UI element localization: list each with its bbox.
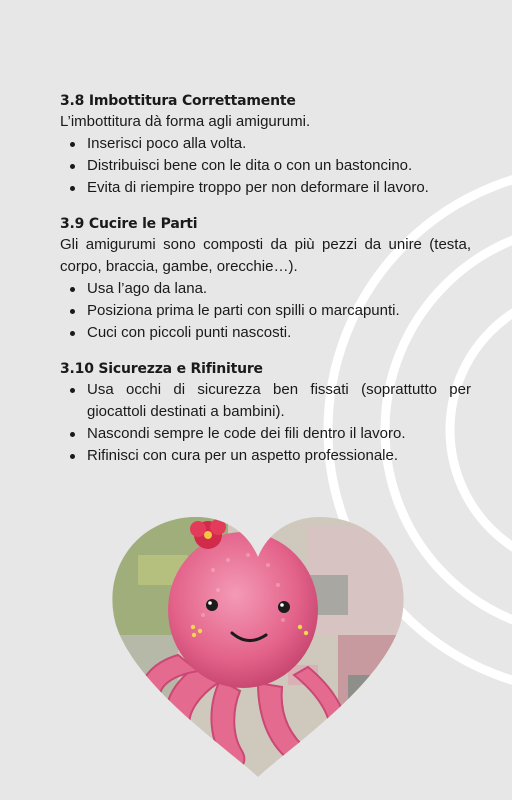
list-item-text: Inserisci poco alla volta.	[87, 135, 247, 152]
heart-photo	[108, 515, 408, 783]
list-item	[87, 300, 471, 322]
content	[60, 93, 471, 484]
list-item	[87, 155, 471, 177]
list-item	[87, 133, 471, 155]
section-intro: Gli amigurumi sono composti da più pezzi da unire (testa, corpo, braccia, gambe, orecchie…).	[60, 236, 471, 275]
list-item-text: Posiziona prima le parti con spilli o marcapunti.	[87, 302, 400, 319]
bullet-list	[60, 133, 471, 199]
bullet-icon	[70, 432, 75, 437]
section-heading: 3.10 Sicurezza e Rifiniture	[60, 361, 263, 377]
list-item	[87, 278, 471, 300]
list-item-text: Usa occhi di sicurezza ben fissati (soprattutto per giocattoli destinati a bambini).	[87, 381, 471, 420]
list-item-text: Usa l’ago da lana.	[87, 280, 208, 297]
list-item-text: Cuci con piccoli punti nascosti.	[87, 324, 292, 341]
list-item	[87, 445, 471, 467]
bullet-icon	[70, 331, 75, 336]
section-stuffing	[60, 93, 471, 199]
bullet-icon	[70, 454, 75, 459]
bullet-icon	[70, 186, 75, 191]
bullet-icon	[70, 164, 75, 169]
bullet-icon	[70, 287, 75, 292]
list-item	[87, 423, 471, 445]
list-item-text: Rifinisci con cura per un aspetto professionale.	[87, 447, 399, 464]
list-item	[87, 322, 471, 344]
section-safety	[60, 361, 471, 467]
section-heading: 3.9 Cucire le Parti	[60, 216, 198, 232]
section-heading: 3.8 Imbottitura Correttamente	[60, 93, 296, 109]
section-sewing	[60, 216, 471, 344]
list-item-text: Evita di riempire troppo per non deformare il lavoro.	[87, 179, 429, 196]
list-item	[87, 379, 471, 423]
list-item	[87, 177, 471, 199]
bullet-icon	[70, 142, 75, 147]
section-intro: L’imbottitura dà forma agli amigurumi.	[60, 113, 311, 130]
bullet-list	[60, 278, 471, 344]
bullet-list	[60, 379, 471, 467]
list-item-text: Nascondi sempre le code dei fili dentro il lavoro.	[87, 425, 406, 442]
bullet-icon	[70, 388, 75, 393]
bullet-icon	[70, 309, 75, 314]
list-item-text: Distribuisci bene con le dita o con un bastoncino.	[87, 157, 413, 174]
